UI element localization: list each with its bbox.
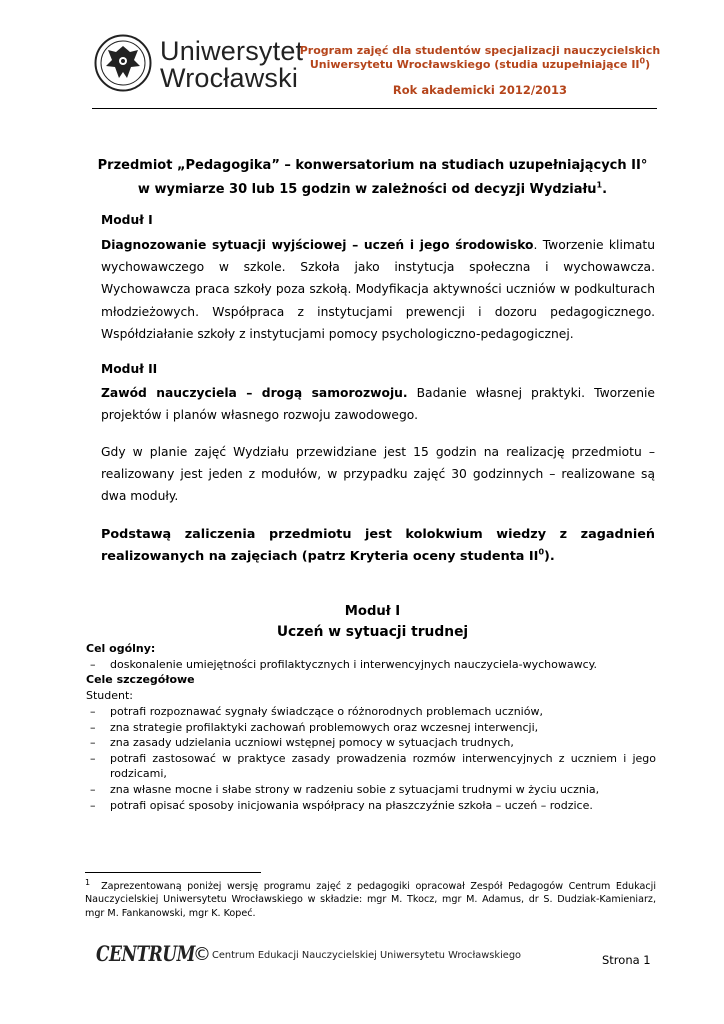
cele-szczegolowe-label: Cele szczegółowe	[86, 673, 195, 686]
footer-text: Centrum Edukacji Nauczycielskiej Uniwersytetu Wrocławskiego	[212, 950, 522, 961]
modul-2-heading: Moduł II	[101, 362, 158, 376]
header-divider	[92, 108, 657, 109]
centrum-logo: CENTRUM	[96, 942, 195, 967]
footnote-ref: 1	[596, 180, 603, 190]
modul-1-text: Diagnozowanie sytuacji wyjściowej – uczeń i jego środowisko. Tworzenie klimatu wychowawczego w szkole. Szkoła jako instytucja społeczna i wychowawcza. Wychowawcza praca szkoły poza szkołą. Modyfikacja aktywności uczniów w podkulturach młodzieżowych. Współpraca z instytucjami prewencji i dozoru pedagogicznego. Współdziałanie szkoły z instytucjami pomocy psychologiczno-pedagogicznej.	[101, 238, 655, 341]
footnote: $^1$ Zaprezentowaną poniżej wersję programu zajęć z pedagogiki opracował Zespół Pedagogów Centrum Edukacji Nauczycielskiej Uniwersytetu Wrocławskiego w składzie: mgr M. Tkocz, mgr M. Adamus, dr S. Dudziak-Kamieniarz, mgr M. Fankanowski, mgr K. Kopeć.	[85, 877, 656, 919]
section-heading-1: Moduł I	[344, 604, 401, 619]
modul-1-heading: Moduł I	[101, 213, 153, 227]
list-item: – zna własne mocne i słabe strony w radzeniu sobie z sytuacjami trudnymi w życiu ucznia,	[90, 782, 600, 796]
university-seal-icon	[94, 34, 152, 92]
list-item: – doskonalenie umiejętności profilaktycznych i interwencyjnych nauczyciela-wychowawcy.	[90, 658, 598, 671]
logo-line-1: Uniwersytet	[160, 36, 304, 66]
list-item: – potrafi zastosować w praktyce zasady prowadzenia rozmów interwencyjnych z uczniem i jego rodzicami,	[90, 751, 656, 781]
cele-szczegolowe-list	[84, 704, 656, 813]
list-item: – potrafi opisać sposoby inicjowania współpracy na płaszczyźnie szkoła – uczeń – rodzice.	[90, 798, 593, 812]
academic-year: Rok akademicki 2012/2013	[392, 83, 568, 97]
document-title	[70, 154, 675, 202]
program-line-1: Program zajęć dla studentów specjalizacji nauczycielskich	[299, 44, 661, 57]
list-item: – potrafi rozpoznawać sygnały świadczące o różnorodnych problemach uczniów,	[90, 705, 543, 718]
logo-line-2: Wrocławski	[160, 63, 299, 93]
modul-2-text: Zawód nauczyciela – drogą samorozwoju. Badanie własnej praktyki. Tworzenie projektów i planów własnego rozwoju zawodowego.	[101, 386, 656, 423]
cel-ogolny-list	[84, 657, 656, 673]
cel-ogolny-label: Cel ogólny:	[86, 642, 156, 655]
list-item: – zna zasady udzielania uczniowi wstępnej pomocy w sytuacjach trudnych,	[90, 736, 514, 750]
program-header	[280, 44, 680, 72]
student-label: Student:	[86, 689, 134, 702]
list-item: – zna strategie profilaktyki zachowań problemowych oraz wczesnej interwencji,	[90, 720, 539, 734]
zaliczenie-paragraph: Podstawą zaliczenia przedmiotu jest kolokwium wiedzy z zagadnień realizowanych na zajęciach (patrz Kryteria oceny studenta $II^0$).	[101, 527, 655, 565]
title-line-1: Przedmiot „Pedagogika” – konwersatorium na studiach uzupełniających II°	[97, 158, 648, 173]
footnote-divider	[85, 872, 261, 873]
copyright-icon: ©	[193, 944, 211, 965]
section-heading-2: Uczeń w sytuacji trudnej	[276, 624, 469, 640]
page-number: Strona 1	[602, 953, 651, 967]
title-line-2: w wymiarze 30 lub 15 godzin w zależności od decyzji Wydziału$^1$.	[137, 180, 608, 197]
plan-paragraph: Gdy w planie zajęć Wydziału przewidziane jest 15 godzin na realizację przedmiotu – realizowany jest jeden z modułów, w przypadku zajęć 30 godzinnych – realizowane są dwa moduły.	[101, 445, 655, 504]
program-line-2: Uniwersytetu Wrocławskiego (studia uzupełniające $II^0$)	[309, 56, 651, 71]
footnote-mark: 1	[85, 877, 91, 887]
